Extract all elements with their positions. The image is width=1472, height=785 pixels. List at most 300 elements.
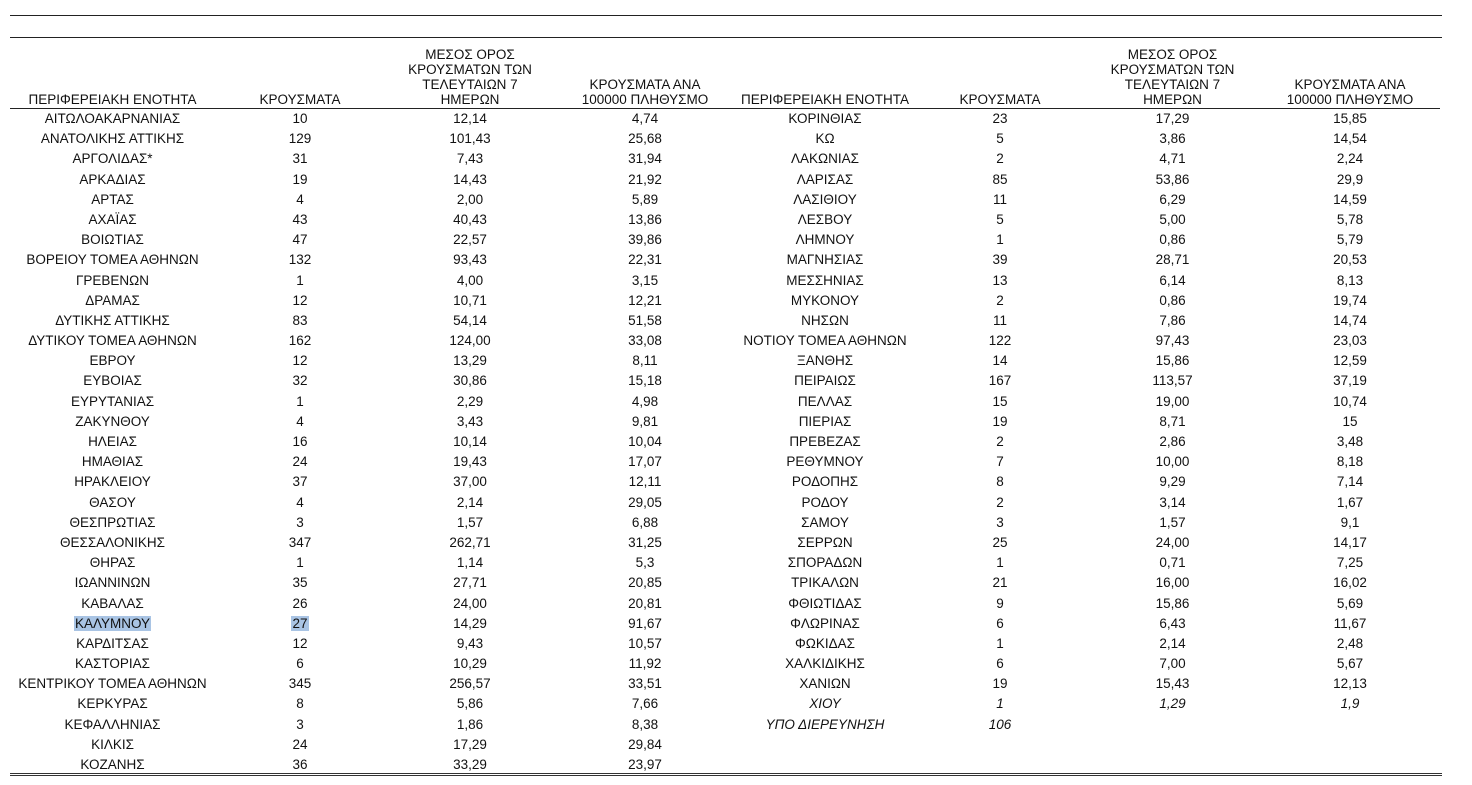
region-cell: ΥΠΟ ΔΙΕΡΕΥΝΗΣΗ xyxy=(765,716,885,732)
per100k-cell: 1,9 xyxy=(1340,696,1360,712)
region-cell: ΝΟΤΙΟΥ ΤΟΜΕΑ ΑΘΗΝΩΝ xyxy=(743,333,907,349)
region-cell: ΛΑΡΙΣΑΣ xyxy=(796,171,854,187)
cases-cell: 1 xyxy=(296,555,304,571)
table-row xyxy=(735,291,1440,311)
cases-cell: 13 xyxy=(992,272,1008,288)
cases-cell: 8 xyxy=(296,696,304,712)
avg7-cell: 1,14 xyxy=(456,555,484,571)
table-row xyxy=(735,674,1440,694)
avg7-cell: 15,43 xyxy=(1155,676,1190,692)
per100k-cell: 5,79 xyxy=(1336,232,1364,248)
table-row xyxy=(10,553,735,573)
avg7-cell: 19,43 xyxy=(453,454,487,470)
avg7-cell: 17,29 xyxy=(1155,111,1190,126)
region-cell: ΧΙΟΥ xyxy=(809,696,841,712)
cases-cell: 26 xyxy=(292,595,308,611)
cases-cell: 11 xyxy=(992,191,1007,207)
header-per100k: ΚΡΟΥΣΜΑΤΑ ΑΝΑ 100000 ΠΛΗΘΥΣΜΟ xyxy=(581,77,709,107)
cases-cell: 1 xyxy=(996,635,1004,651)
avg7-cell: 2,14 xyxy=(456,494,484,510)
per100k-cell: 23,03 xyxy=(1333,333,1367,349)
avg7-cell: 30,86 xyxy=(453,373,487,389)
table-row xyxy=(10,351,735,371)
cases-cell: 6 xyxy=(996,656,1004,672)
bottom-rule xyxy=(10,773,1442,778)
per100k-cell: 9,1 xyxy=(1340,514,1360,530)
cases-cell: 8 xyxy=(996,474,1004,490)
region-cell: ΚΑΒΑΛΑΣ xyxy=(81,595,144,611)
table-row xyxy=(10,694,735,714)
region-cell: ΚΑΣΤΟΡΙΑΣ xyxy=(75,656,150,672)
table-row xyxy=(10,715,735,735)
region-cell: ΦΛΩΡΙΝΑΣ xyxy=(790,615,860,631)
per100k-cell: 5,78 xyxy=(1336,211,1364,227)
per100k-cell: 2,48 xyxy=(1336,635,1364,651)
header-avg7: ΜΕΣΟΣ ΟΡΟΣ ΚΡΟΥΣΜΑΤΩΝ ΤΩΝ ΤΕΛΕΥΤΑΙΩΝ 7 ΗΜΕΡΩΝ xyxy=(1110,47,1235,107)
table-row xyxy=(10,614,735,634)
table-row xyxy=(10,129,735,149)
avg7-cell: 16,00 xyxy=(1155,575,1190,591)
per100k-cell: 5,67 xyxy=(1336,656,1364,672)
table-header xyxy=(735,47,1440,109)
per100k-cell: 10,04 xyxy=(628,434,662,449)
cases-cell: 5 xyxy=(996,211,1004,227)
table-row xyxy=(10,594,735,614)
table-row xyxy=(735,311,1440,331)
avg7-cell: 14,29 xyxy=(453,615,487,631)
per100k-cell: 8,13 xyxy=(1336,272,1364,288)
region-cell: ΦΘΙΩΤΙΔΑΣ xyxy=(788,595,862,611)
per100k-cell: 3,15 xyxy=(631,272,659,288)
cases-cell: 1 xyxy=(296,272,304,288)
per100k-cell: 3,48 xyxy=(1336,434,1364,449)
table-row xyxy=(10,533,735,553)
region-cell: ΘΕΣΣΑΛΟΝΙΚΗΣ xyxy=(59,534,166,550)
region-cell: ΡΟΔΟΠΗΣ xyxy=(791,474,859,490)
avg7-cell: 54,14 xyxy=(453,312,487,328)
cases-cell: 4 xyxy=(296,413,304,429)
per100k-cell: 19,74 xyxy=(1333,292,1367,308)
avg7-cell: 24,00 xyxy=(1155,534,1190,550)
region-cell: ΣΠΟΡΑΔΩΝ xyxy=(787,555,863,571)
second-rule xyxy=(10,37,1442,38)
avg7-cell: 13,29 xyxy=(453,353,487,369)
avg7-cell: 28,71 xyxy=(1155,252,1190,268)
avg7-cell: 19,00 xyxy=(1155,393,1190,409)
avg7-cell: 17,29 xyxy=(453,736,487,752)
cases-cell: 24 xyxy=(292,454,308,470)
region-cell: ΚΙΛΚΙΣ xyxy=(91,736,134,752)
table-row xyxy=(735,513,1440,533)
cases-cell: 25 xyxy=(992,534,1008,550)
top-rule xyxy=(10,15,1442,16)
region-cell: ΜΑΓΝΗΣΙΑΣ xyxy=(786,252,864,268)
region-cell: ΕΥΒΟΙΑΣ xyxy=(83,373,142,389)
table-row xyxy=(735,614,1440,634)
table-row xyxy=(10,371,735,391)
avg7-cell: 4,71 xyxy=(1159,151,1186,167)
per100k-cell: 4,74 xyxy=(631,111,659,126)
cases-cell: 6 xyxy=(296,656,304,672)
avg7-cell: 9,29 xyxy=(1159,474,1186,490)
table-row xyxy=(10,513,735,533)
region-cell: ΔΡΑΜΑΣ xyxy=(85,292,140,308)
avg7-cell: 101,43 xyxy=(449,131,491,147)
avg7-cell: 97,43 xyxy=(1155,333,1190,349)
table-row xyxy=(735,109,1440,129)
avg7-cell: 113,57 xyxy=(1152,373,1193,389)
region-cell: ΕΥΡΥΤΑΝΙΑΣ xyxy=(70,393,155,409)
per100k-cell: 29,05 xyxy=(628,494,662,510)
table-row xyxy=(10,735,735,755)
region-cell: ΑΡΓΟΛΙΔΑΣ* xyxy=(72,151,153,167)
region-cell: ΘΑΣΟΥ xyxy=(89,494,136,510)
cases-cell: 10 xyxy=(292,111,308,126)
cases-cell: 129 xyxy=(288,131,312,147)
cases-cell: 4 xyxy=(296,191,304,207)
region-cell: ΠΕΙΡΑΙΩΣ xyxy=(794,373,856,389)
avg7-cell: 4,00 xyxy=(456,272,484,288)
avg7-cell: 53,86 xyxy=(1155,171,1190,187)
region-cell: ΠΡΕΒΕΖΑΣ xyxy=(789,434,861,449)
table-row xyxy=(10,271,735,291)
table-row xyxy=(735,271,1440,291)
table-row xyxy=(735,573,1440,593)
region-cell: ΞΑΝΘΗΣ xyxy=(796,353,854,369)
avg7-cell: 5,00 xyxy=(1159,211,1186,227)
avg7-cell: 2,86 xyxy=(1159,434,1186,449)
table-row xyxy=(735,170,1440,190)
per100k-cell: 20,85 xyxy=(628,575,662,591)
per100k-cell: 91,67 xyxy=(628,615,662,631)
avg7-cell: 256,57 xyxy=(449,676,491,692)
table-row xyxy=(735,392,1440,412)
cases-cell: 3 xyxy=(296,514,304,530)
cases-cell: 83 xyxy=(292,312,308,328)
avg7-cell: 262,71 xyxy=(449,534,491,550)
avg7-cell: 22,57 xyxy=(453,232,487,248)
avg7-cell: 10,71 xyxy=(453,292,487,308)
avg7-cell: 14,43 xyxy=(453,171,487,187)
per100k-cell: 12,11 xyxy=(628,474,662,490)
right-table xyxy=(735,47,1440,735)
avg7-cell: 10,14 xyxy=(453,434,487,449)
cases-cell: 2 xyxy=(996,434,1004,449)
cases-cell: 16 xyxy=(292,434,308,449)
region-cell: ΚΕΦΑΛΛΗΝΙΑΣ xyxy=(64,716,161,732)
cases-cell: 1 xyxy=(996,696,1004,712)
avg7-cell: 24,00 xyxy=(453,595,487,611)
per100k-cell: 5,69 xyxy=(1336,595,1364,611)
avg7-cell: 27,71 xyxy=(453,575,487,591)
avg7-cell: 40,43 xyxy=(453,211,487,227)
cases-cell: 19 xyxy=(292,171,308,187)
avg7-cell: 124,00 xyxy=(449,333,491,349)
per100k-cell: 14,59 xyxy=(1333,191,1367,207)
per100k-cell: 10,57 xyxy=(628,635,662,651)
table-row xyxy=(735,331,1440,351)
per100k-cell: 15 xyxy=(1342,413,1358,429)
cases-cell: 7 xyxy=(996,454,1004,470)
region-cell: ΑΙΤΩΛΟΑΚΑΡΝΑΝΙΑΣ xyxy=(44,111,181,126)
cases-cell: 345 xyxy=(288,676,312,692)
cases-cell: 32 xyxy=(292,373,308,389)
per100k-cell: 29,84 xyxy=(628,736,662,752)
avg7-cell: 3,43 xyxy=(456,413,484,429)
avg7-cell: 15,86 xyxy=(1155,353,1190,369)
region-cell: ΘΗΡΑΣ xyxy=(89,555,136,571)
cases-cell: 167 xyxy=(988,373,1012,389)
cases-cell: 23 xyxy=(992,111,1008,126)
table-row xyxy=(735,715,1440,735)
region-cell: ΚΩ xyxy=(815,131,835,147)
table-row xyxy=(735,533,1440,553)
table-row xyxy=(735,149,1440,169)
per100k-cell: 29,9 xyxy=(1336,171,1364,187)
per100k-cell: 23,97 xyxy=(628,757,662,772)
cases-cell: 35 xyxy=(292,575,308,591)
per100k-cell: 11,67 xyxy=(1333,615,1367,631)
cases-cell: 19 xyxy=(992,676,1008,692)
table-row xyxy=(735,472,1440,492)
region-cell: ΘΕΣΠΡΩΤΙΑΣ xyxy=(69,514,156,530)
cases-cell: 24 xyxy=(292,736,308,752)
region-cell: ΠΕΛΛΑΣ xyxy=(797,393,853,409)
region-cell: ΑΝΑΤΟΛΙΚΗΣ ΑΤΤΙΚΗΣ xyxy=(40,131,185,147)
per100k-cell: 20,53 xyxy=(1333,252,1367,268)
per100k-cell: 21,92 xyxy=(628,171,662,187)
cases-cell: 12 xyxy=(292,635,308,651)
avg7-cell: 6,43 xyxy=(1159,615,1186,631)
avg7-cell: 2,14 xyxy=(1159,635,1186,651)
table-row xyxy=(10,432,735,452)
table-row xyxy=(735,190,1440,210)
header-region: ΠΕΡΙΦΕΡΕΙΑΚΗ ΕΝΟΤΗΤΑ xyxy=(28,92,197,107)
table-row xyxy=(735,210,1440,230)
per100k-cell: 7,14 xyxy=(1336,474,1364,490)
region-cell: ΧΑΝΙΩΝ xyxy=(799,676,851,692)
cases-cell: 106 xyxy=(988,716,1012,732)
avg7-cell: 2,00 xyxy=(456,191,484,207)
avg7-cell: 0,71 xyxy=(1159,555,1186,571)
header-per100k: ΚΡΟΥΣΜΑΤΑ ΑΝΑ 100000 ΠΛΗΘΥΣΜΟ xyxy=(1286,77,1414,107)
per100k-cell: 7,25 xyxy=(1336,555,1364,571)
per100k-cell: 12,13 xyxy=(1333,676,1367,692)
table-row xyxy=(735,351,1440,371)
avg7-cell: 9,43 xyxy=(456,635,484,651)
cases-cell: 122 xyxy=(988,333,1012,349)
per100k-cell: 31,94 xyxy=(628,151,662,167)
table-row xyxy=(735,412,1440,432)
avg7-cell: 2,29 xyxy=(456,393,484,409)
avg7-cell: 0,86 xyxy=(1159,292,1186,308)
region-cell: ΛΗΜΝΟΥ xyxy=(795,232,855,248)
table-row xyxy=(10,634,735,654)
cases-cell: 1 xyxy=(996,232,1004,248)
region-cell: ΚΕΝΤΡΙΚΟΥ ΤΟΜΕΑ ΑΘΗΝΩΝ xyxy=(18,676,207,692)
per100k-cell: 9,81 xyxy=(631,413,659,429)
table-row xyxy=(10,412,735,432)
cases-cell: 1 xyxy=(996,555,1004,571)
avg7-cell: 93,43 xyxy=(453,252,487,268)
cases-cell: 37 xyxy=(292,474,308,490)
region-cell: ΚΟΖΑΝΗΣ xyxy=(80,757,145,772)
per100k-cell: 39,86 xyxy=(628,232,662,248)
table-row xyxy=(735,493,1440,513)
cases-cell: 2 xyxy=(996,494,1004,510)
table-row xyxy=(735,432,1440,452)
region-cell: ΡΟΔΟΥ xyxy=(801,494,849,510)
avg7-cell: 33,29 xyxy=(453,757,487,772)
per100k-cell: 31,25 xyxy=(628,534,662,550)
cases-cell: 2 xyxy=(996,151,1004,167)
region-cell: ΚΑΛΥΜΝΟΥ xyxy=(74,615,151,631)
per100k-cell: 2,24 xyxy=(1336,151,1364,167)
avg7-cell: 8,71 xyxy=(1159,413,1186,429)
table-row xyxy=(735,230,1440,250)
region-cell: ΓΡΕΒΕΝΩΝ xyxy=(75,272,150,288)
table-row xyxy=(10,331,735,351)
region-cell: ΚΕΡΚΥΡΑΣ xyxy=(77,696,148,712)
table-row xyxy=(10,674,735,694)
table-row xyxy=(735,634,1440,654)
region-cell: ΣΑΜΟΥ xyxy=(801,514,849,530)
table-row xyxy=(10,250,735,270)
region-cell: ΠΙΕΡΙΑΣ xyxy=(798,413,852,429)
table-row xyxy=(10,230,735,250)
avg7-cell: 10,00 xyxy=(1155,454,1190,470)
per100k-cell: 7,66 xyxy=(631,696,659,712)
per100k-cell: 13,86 xyxy=(628,211,662,227)
region-cell: ΜΥΚΟΝΟΥ xyxy=(790,292,860,308)
cases-cell: 36 xyxy=(292,757,308,772)
avg7-cell: 7,43 xyxy=(456,151,484,167)
region-cell: ΔΥΤΙΚΟΥ ΤΟΜΕΑ ΑΘΗΝΩΝ xyxy=(28,333,197,349)
table-row xyxy=(10,149,735,169)
region-cell: ΑΡΚΑΔΙΑΣ xyxy=(79,171,146,187)
cases-cell: 4 xyxy=(296,494,304,510)
cases-cell: 27 xyxy=(292,615,308,631)
cases-cell: 12 xyxy=(292,292,308,308)
avg7-cell: 3,86 xyxy=(1159,131,1186,147)
cases-cell: 5 xyxy=(996,131,1004,147)
table-row xyxy=(10,573,735,593)
avg7-cell: 6,14 xyxy=(1159,272,1186,288)
cases-cell: 21 xyxy=(992,575,1008,591)
header-cases: ΚΡΟΥΣΜΑΤΑ xyxy=(959,92,1041,107)
cases-cell: 11 xyxy=(992,312,1007,328)
avg7-cell: 7,86 xyxy=(1159,312,1186,328)
table-row xyxy=(735,250,1440,270)
region-cell: ΑΡΤΑΣ xyxy=(91,191,134,207)
table-row xyxy=(735,553,1440,573)
cases-cell: 6 xyxy=(996,615,1004,631)
table-row xyxy=(10,452,735,472)
per100k-cell: 1,67 xyxy=(1336,494,1364,510)
table-row xyxy=(735,452,1440,472)
per100k-cell: 33,08 xyxy=(628,333,662,349)
region-cell: ΣΕΡΡΩΝ xyxy=(797,534,853,550)
header-region: ΠΕΡΙΦΕΡΕΙΑΚΗ ΕΝΟΤΗΤΑ xyxy=(740,92,910,107)
avg7-cell: 12,14 xyxy=(453,111,487,126)
left-table xyxy=(10,47,735,775)
region-cell: ΜΕΣΣΗΝΙΑΣ xyxy=(786,272,864,288)
cases-cell: 85 xyxy=(992,171,1008,187)
avg7-cell: 7,00 xyxy=(1159,656,1186,672)
avg7-cell: 15,86 xyxy=(1155,595,1190,611)
left-table-body xyxy=(10,109,735,775)
region-cell: ΛΕΣΒΟΥ xyxy=(797,211,853,227)
region-cell: ΛΑΣΙΘΙΟΥ xyxy=(793,191,857,207)
region-cell: ΗΡΑΚΛΕΙΟΥ xyxy=(74,474,151,490)
table-row xyxy=(10,472,735,492)
cases-cell: 1 xyxy=(296,393,304,409)
region-cell: ΒΟΙΩΤΙΑΣ xyxy=(81,232,144,248)
region-cell: ΚΑΡΔΙΤΣΑΣ xyxy=(76,635,149,651)
cases-cell: 347 xyxy=(288,534,312,550)
per100k-cell: 12,59 xyxy=(1333,353,1367,369)
region-cell: ΧΑΛΚΙΔΙΚΗΣ xyxy=(785,656,865,672)
header-cases: ΚΡΟΥΣΜΑΤΑ xyxy=(259,92,341,107)
cases-cell: 47 xyxy=(292,232,308,248)
table-row xyxy=(735,371,1440,391)
region-cell: ΙΩΑΝΝΙΝΩΝ xyxy=(74,575,151,591)
per100k-cell: 12,21 xyxy=(628,292,662,308)
per100k-cell: 14,54 xyxy=(1333,131,1367,147)
header-avg7: ΜΕΣΟΣ ΟΡΟΣ ΚΡΟΥΣΜΑΤΩΝ ΤΩΝ ΤΕΛΕΥΤΑΙΩΝ 7 ΗΜΕΡΩΝ xyxy=(408,47,532,107)
per100k-cell: 5,3 xyxy=(635,555,655,571)
cases-cell: 3 xyxy=(296,716,304,732)
cases-cell: 2 xyxy=(996,292,1004,308)
cases-cell: 15 xyxy=(992,393,1008,409)
per100k-cell: 25,68 xyxy=(628,131,662,147)
region-cell: ΛΑΚΩΝΙΑΣ xyxy=(791,151,859,167)
avg7-cell: 37,00 xyxy=(453,474,487,490)
per100k-cell: 14,74 xyxy=(1333,312,1367,328)
per100k-cell: 4,98 xyxy=(631,393,659,409)
table-row xyxy=(10,170,735,190)
region-cell: ΕΒΡΟΥ xyxy=(89,353,136,369)
region-cell: ΚΟΡΙΝΘΙΑΣ xyxy=(788,111,862,126)
cases-cell: 9 xyxy=(996,595,1004,611)
table-row xyxy=(735,129,1440,149)
avg7-cell: 1,57 xyxy=(456,514,484,530)
table-header xyxy=(10,47,735,109)
per100k-cell: 11,92 xyxy=(628,656,662,672)
per100k-cell: 37,19 xyxy=(1333,373,1367,389)
per100k-cell: 6,88 xyxy=(631,514,659,530)
region-cell: ΗΛΕΙΑΣ xyxy=(88,434,137,449)
avg7-cell: 3,14 xyxy=(1159,494,1186,510)
table-row xyxy=(10,109,735,129)
cases-cell: 14 xyxy=(992,353,1008,369)
cases-cell: 19 xyxy=(992,413,1008,429)
per100k-cell: 20,81 xyxy=(628,595,662,611)
region-cell: ΡΕΘΥΜΝΟΥ xyxy=(786,454,864,470)
per100k-cell: 15,18 xyxy=(628,373,662,389)
table-row xyxy=(735,654,1440,674)
avg7-cell: 1,57 xyxy=(1159,514,1186,530)
table-row xyxy=(10,311,735,331)
per100k-cell: 17,07 xyxy=(628,454,662,470)
per100k-cell: 8,38 xyxy=(631,716,659,732)
cases-cell: 43 xyxy=(292,211,308,227)
region-cell: ΑΧΑΪΑΣ xyxy=(88,211,137,227)
cases-cell: 132 xyxy=(288,252,312,268)
region-cell: ΦΩΚΙΔΑΣ xyxy=(795,635,855,651)
table-row xyxy=(10,190,735,210)
per100k-cell: 5,89 xyxy=(631,191,659,207)
